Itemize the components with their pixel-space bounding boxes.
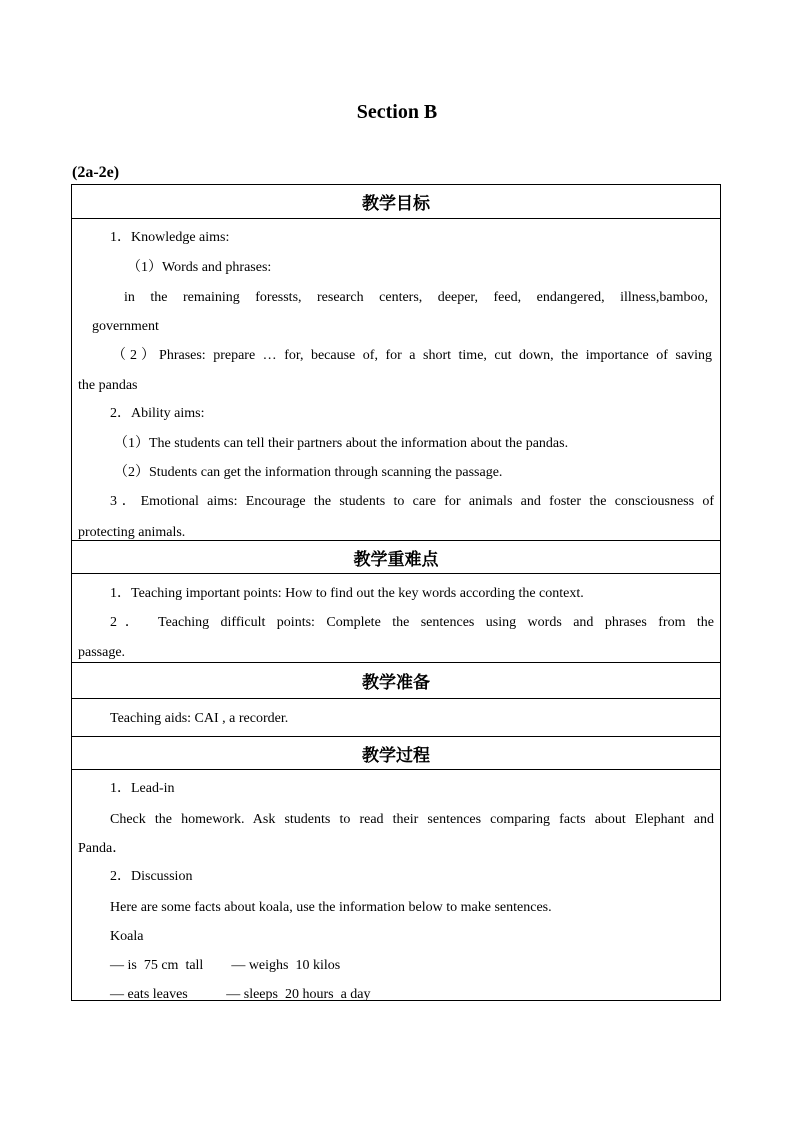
objectives-line: （2）Phrases: prepare … for, because of, for a short time, cut down, the importance of saving [112,348,712,363]
objectives-line: protecting animals. [78,525,186,540]
objectives-line: government [92,319,159,334]
process-line: Koala [110,929,144,944]
keypoints-line: 1．Teaching important points: How to find out the key words according the context. [110,586,584,601]
process-line: Here are some facts about koala, use the information below to make sentences. [110,900,552,915]
process-line: Check the homework. Ask students to read their sentences comparing facts about Elephant and [110,812,714,827]
process-line: Panda． [78,841,127,856]
objectives-line: the pandas [78,378,138,393]
process-line: — is 75 cm tall — weighs 10 kilos [110,958,341,973]
preparation-section [72,699,720,737]
preparation-line: Teaching aids: CAI , a recorder. [110,711,289,726]
objectives-line: （1）Words and phrases: [127,260,272,275]
process-line: 1．Lead-in [110,781,175,796]
section-subtitle: (2a-2e) [72,164,120,181]
lesson-plan-table [71,184,721,1001]
process-section [72,770,720,1000]
keypoints-section [72,574,720,663]
objectives-line: 3．Emotional aims: Encourage the students to care for animals and foster the consciousness of [110,494,714,509]
objectives-line: 1．Knowledge aims: [110,230,230,245]
objectives-header: 教学目标 [72,185,720,219]
objectives-line: in the remaining foressts, research centers, deeper, feed, endangered, illness,bamboo, [124,290,708,305]
process-header: 教学过程 [72,737,720,770]
objectives-line: （1）The students can tell their partners about the information about the pandas. [114,436,569,451]
process-line: 2．Discussion [110,869,193,884]
keypoints-header: 教学重难点 [72,541,720,574]
page-title: Section B [356,101,438,123]
objectives-line: （2）Students can get the information through scanning the passage. [114,465,503,480]
objectives-line: 2．Ability aims: [110,406,205,421]
keypoints-line: passage. [78,645,126,660]
keypoints-line: 2． Teaching difficult points: Complete the sentences using words and phrases from the [110,615,714,630]
preparation-header: 教学准备 [72,663,720,699]
objectives-section [72,219,720,541]
process-line: — eats leaves — sleeps 20 hours a day [110,987,371,1002]
